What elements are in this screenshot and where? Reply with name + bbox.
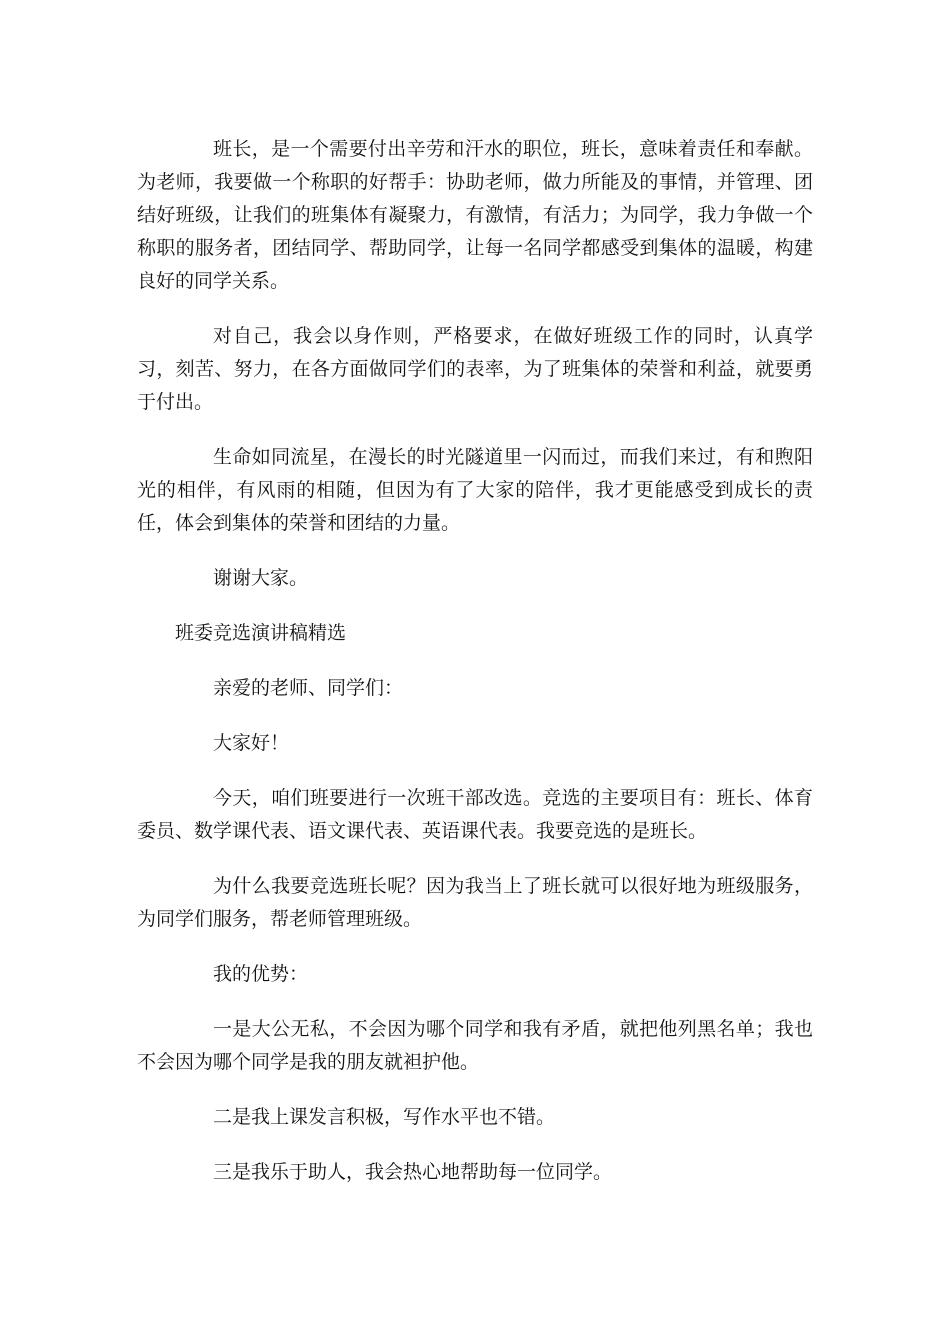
document-body: [137, 133, 813, 1211]
paragraph: 亲爱的老师、同学们：: [213, 677, 404, 699]
paragraph: 对自己，我会以身作则，严格要求，在做好班级工作的同时，认真学习，刻苦、努力，在各方面做同学们的表率，为了班集体的荣誉和利益，就要勇于付出。: [137, 325, 813, 413]
paragraph: 为什么我要竞选班长呢？因为我当上了班长就可以很好地为班级服务，为同学们服务，帮老师管理班级。: [137, 875, 813, 930]
paragraph: 一是大公无私，不会因为哪个同学和我有矛盾，就把他列黑名单；我也不会因为哪个同学是我的朋友就袒护他。: [137, 1018, 813, 1073]
paragraph: 今天，咱们班要进行一次班干部改选。竞选的主要项目有：班长、体育委员、数学课代表、语文课代表、英语课代表。我要竞选的是班长。: [137, 787, 813, 842]
paragraph: 谢谢大家。: [213, 567, 309, 589]
section-heading: 班委竞选演讲稿精选: [175, 622, 347, 644]
paragraph: 二是我上课发言积极，写作水平也不错。: [213, 1106, 556, 1128]
paragraph: 大家好！: [213, 732, 290, 754]
paragraph: 生命如同流星，在漫长的时光隧道里一闪而过，而我们来过，有和煦阳光的相伴，有风雨的相随，但因为有了大家的陪伴，我才更能感受到成长的责任，体会到集体的荣誉和团结的力量。: [137, 446, 813, 534]
paragraph: 班长，是一个需要付出辛劳和汗水的职位，班长，意味着责任和奉献。为老师，我要做一个称职的好帮手：协助老师，做力所能及的事情，并管理、团结好班级，让我们的班集体有凝聚力，有激情，有活力；为同学，我力争做一个称职的服务者，团结同学、帮助同学，让每一名同学都感受到集体的温暖，构建良好的同学关系。: [137, 138, 813, 292]
paragraph: 三是我乐于助人，我会热心地帮助每一位同学。: [213, 1161, 613, 1183]
paragraph: 我的优势：: [213, 963, 309, 985]
